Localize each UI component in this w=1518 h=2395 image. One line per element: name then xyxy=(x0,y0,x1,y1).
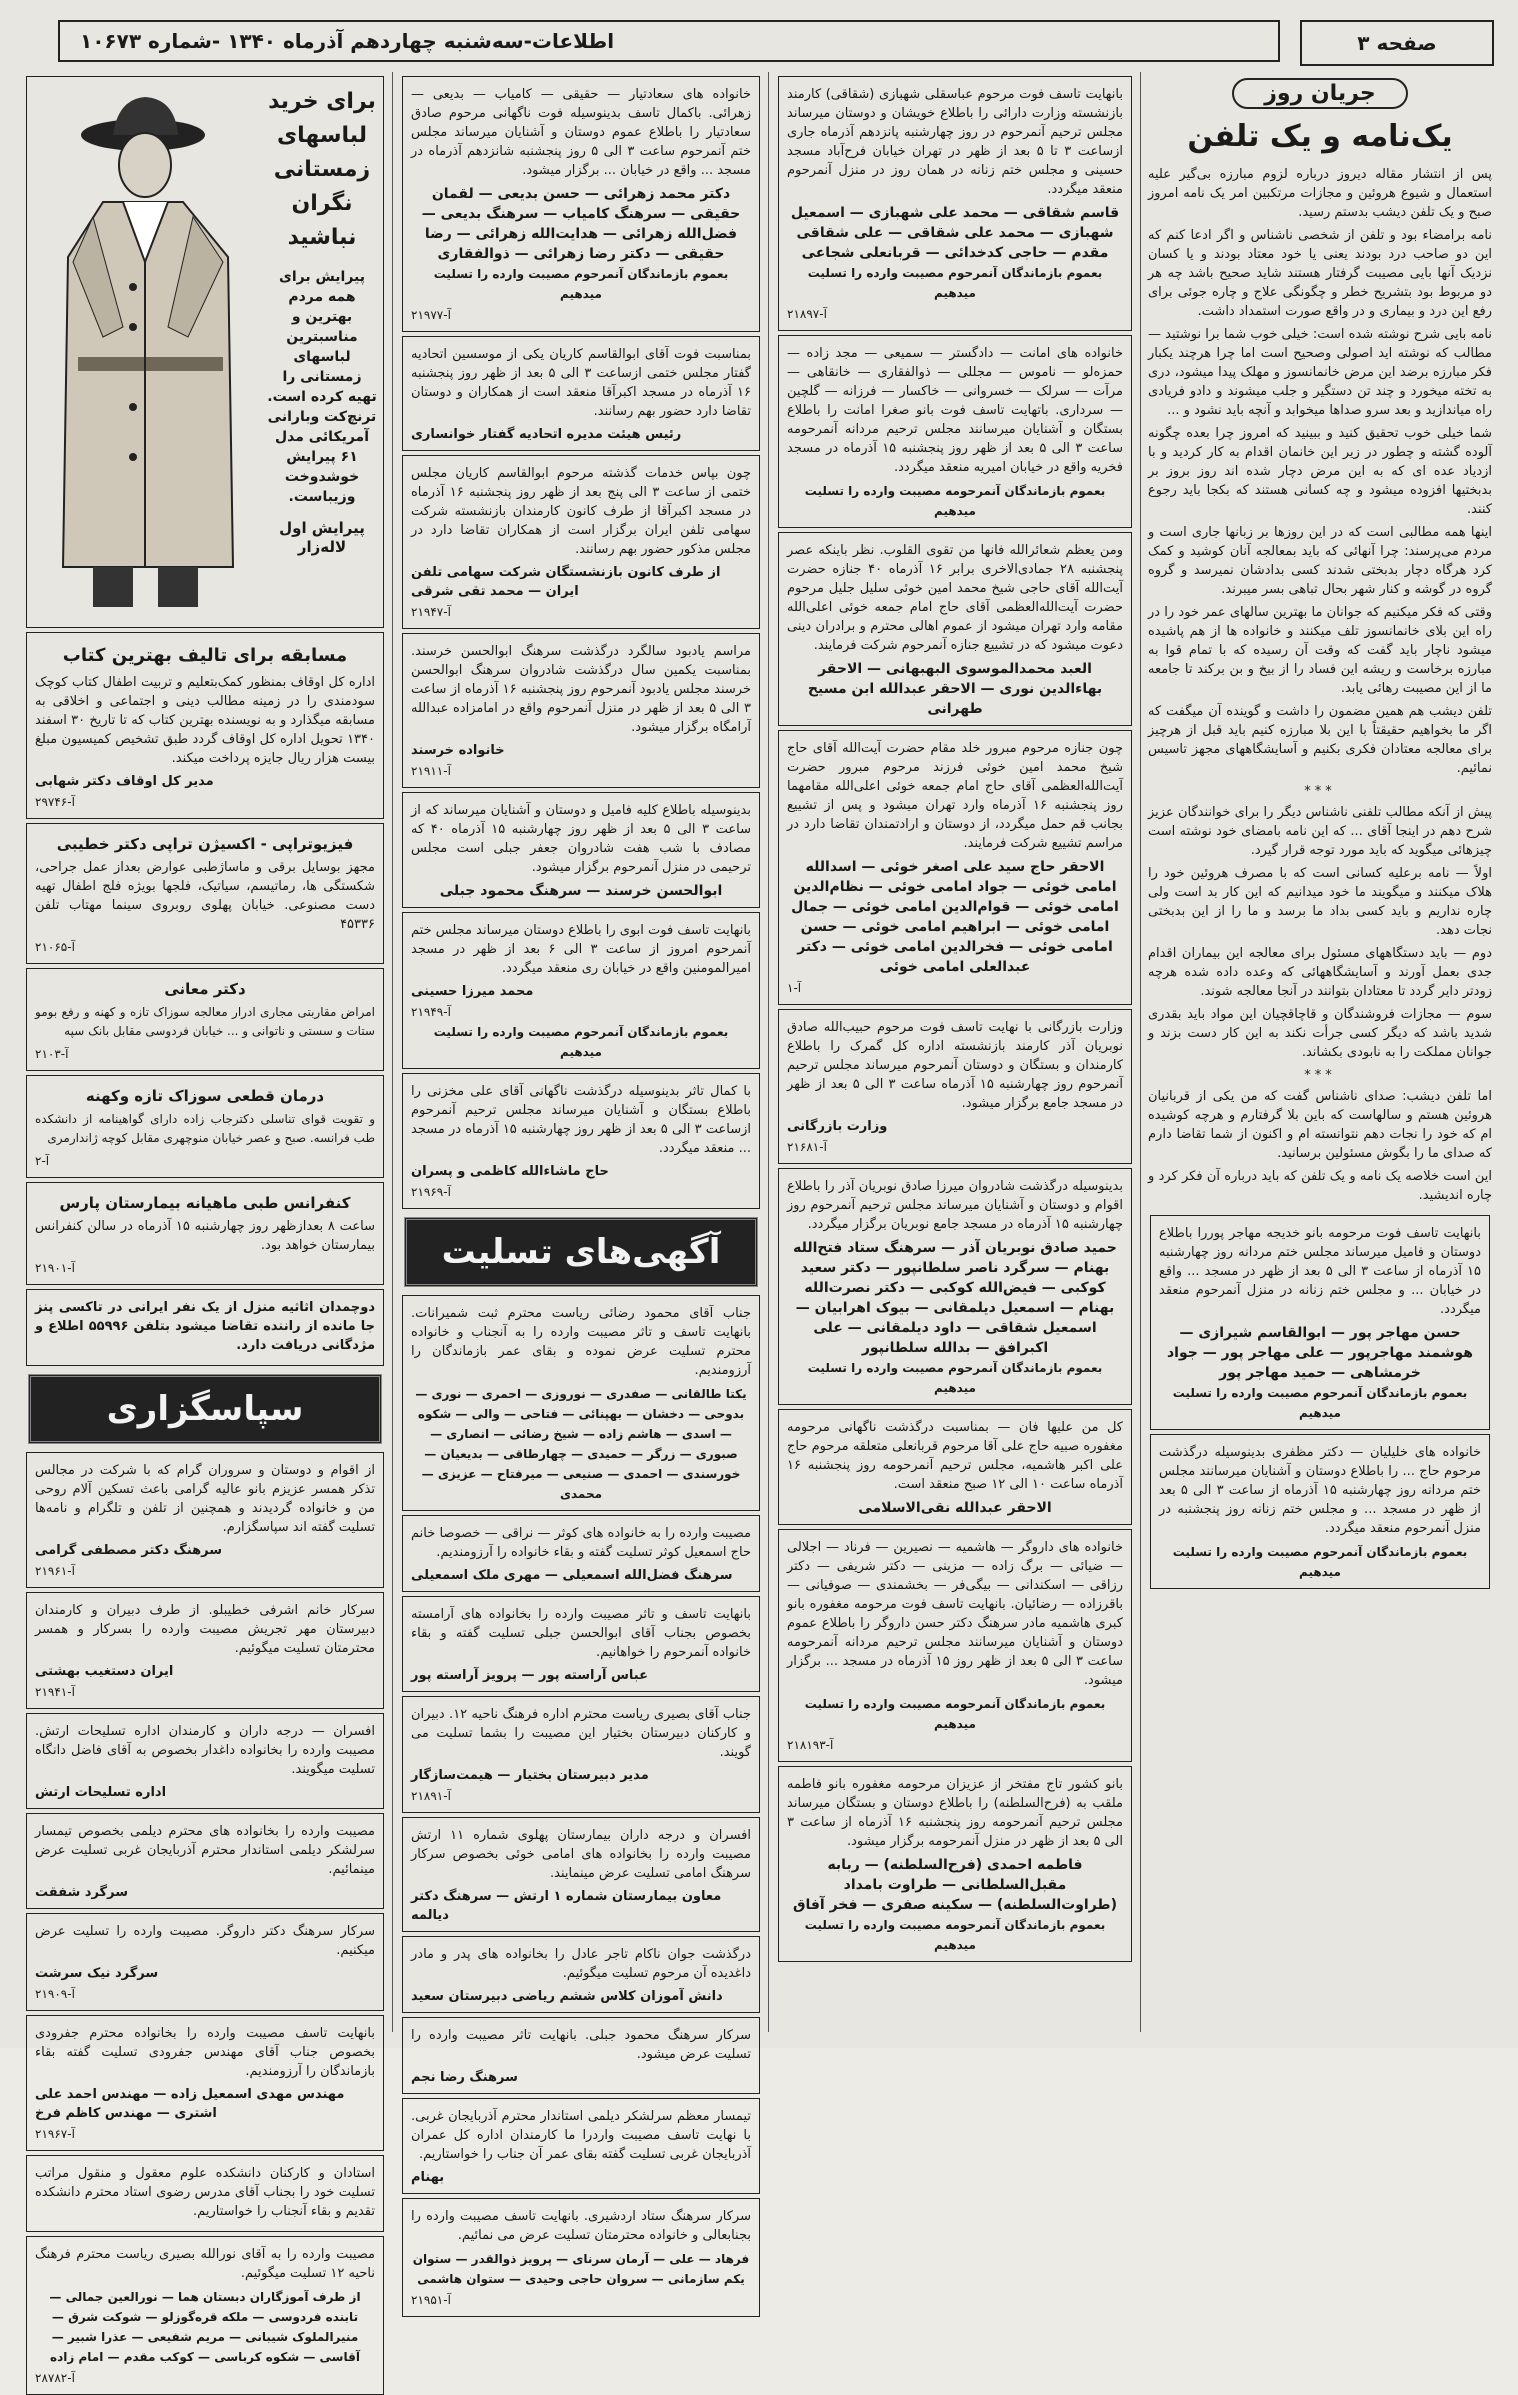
ad-headline-line: نباشید xyxy=(287,225,357,250)
notice-code: آ-۲۱۹۰۹ xyxy=(35,1987,75,2001)
obituary-notice xyxy=(778,1529,1132,1762)
notice-text: ومن یعظم شعائرالله فانها من تقوی القلوب. نظر باینکه عصر پنجشنبه ۲۸ جمادی‌الاخری برابر ۱۶ آذرماه ۴۰ جنازه حضرت آیت‌الله آقای حاجی شیخ محمد امین خوئی سلیل جلیل مرحوم حضرت آیت‌الله‌العظمی آقای حاج امام جمعه خوئی اعلی‌الله مقامه وارد تهران میشود از عموم اهالی محترم و برادران دینی دعوت میشود که در تشییع جنازه آنمرحوم شرکت فرمایند. xyxy=(787,543,1124,653)
condolence-notice xyxy=(402,1936,760,2013)
notice-text: تیمسار معظم سرلشکر دیلمی استاندار محترم آذربایجان غربی. با نهایت تاسف مصیبت واردرا ما کارمندان اداره کل عمران آذربایجان غربی تسلیت گفته بقای عمر آن جناب را خواستاریم. xyxy=(411,2109,751,2162)
doctor-code: آ-۲۱۰۳ xyxy=(35,1047,69,1061)
column-name-box xyxy=(1148,78,1492,109)
notice-code: آ-۲۱۹۴۹ xyxy=(411,1005,451,1019)
notice-signature: از طرف کانون بازنشستگان شرکت سهامی تلفن ایران — محمد تقی شرقی xyxy=(411,565,721,599)
obituary-notice xyxy=(1150,1215,1490,1430)
column-name: جریان روز xyxy=(1232,78,1408,109)
treatment-code: آ-۲ xyxy=(35,1154,50,1168)
notice-text: بمناسبت فوت آقای ابوالقاسم کاریان یکی از موسسین اتحادیه گفتار مجلس ختمی ازساعت ۳ الی ۵ بعد از ظهر روز پنجشنبه ۱۶ آذرماه در مسجد اکبرآقا منعقد است از همکاران و دوستان تقاضا دارد حضور بهم رسانند. xyxy=(411,347,751,419)
editorial-paragraph: نامه برامضاء بود و تلفن از شخصی ناشناس و اگر ادعا کنم که این دو صاحب درد بودند یعنی یا خود معتاد بودند و یا کسان نزدیک آنها بایی مصیبت گرفتار هستند شاید صحیح باشد چه هر دو مربوط بود بتشریح خطر و چگونگی علاج و چاره جوئی برای رفع این درد و بیماری و در واقع صورت استمداد داشت. xyxy=(1148,228,1492,319)
notice-signature: مهندس مهدی اسمعیل زاده — مهندس احمد علی اشتری — مهندس کاظم فرخ xyxy=(35,2087,345,2121)
column-ads xyxy=(24,72,386,2385)
obituary-notice xyxy=(778,1009,1132,1164)
notice-names: حسن مهاجر پور — ابوالقاسم شیرازی — هوشمند مهاجرپور — علی مهاجر پور — جواد خرمشاهی — حمید مهاجر پور xyxy=(1167,1325,1473,1381)
thanks-banner: سپاسگزاری xyxy=(28,1374,382,1444)
doctor-ad xyxy=(26,968,384,1071)
lost-item-text: دوچمدان اثاثیه منزل از یک نفر ایرانی در تاکسی پنز جا مانده از راننده تقاضا میشود بتلفن ۵۵۹۹۶ اطلاع و مژدگانی دریافت دارد. xyxy=(35,1300,375,1353)
editorial-paragraph: پیش از آنکه مطالب تلفنی ناشناس دیگر را برای خوانندگان عزیز شرح دهم در اینجا آقای ... که این نامه بامضای خود نوشته است چیزهائی میگوید که باید مورد توجه قرار گیرد. xyxy=(1148,805,1492,858)
column-rule xyxy=(1140,72,1141,2032)
notice-text: خانواده های داروگر — هاشمیه — نصیرین — فرناد — اجلالی — ضیائی — برگ زاده — مزینی — دکتر شریفی — دکتر رزاقی — اسکندانی — بیگی‌فر — بخشمندی — صوفیانی — باقرزاده — رضائیان. بانهایت تاسف فوت مرحومه مغفوره بانو کبری هاشمیه مادر سرهنگ دکتر حسن داروگر را باطلاع عموم دوستان و آشنایان میرسانند مجلس ترحیم مردانه آنمرحومه ساعت ۳ الی ۵ بعد از ظهر روز ۱۵ آذرماه در مسجد ... برگزار میشود. xyxy=(787,1540,1123,1688)
notice-signature: اداره تسلیحات ارتش xyxy=(35,1785,167,1800)
editorial-paragraph: این است خلاصه یک نامه و یک تلفن که باید درباره آن فکر کرد و چاره اندیشید. xyxy=(1148,1169,1492,1203)
condolence-notice xyxy=(26,2236,384,2395)
ad-headline-line: برای خرید xyxy=(268,89,376,114)
notice-closing: بعموم بازماندگان آنمرحوم مصیبت وارده را تسلیت میدهیم xyxy=(1172,1545,1468,1579)
condolence-notice xyxy=(402,2017,760,2094)
contest-signature: مدیر کل اوقاف دکتر شهابی xyxy=(35,774,214,789)
notice-code: آ-۲۱۸۱۹۳ xyxy=(787,1738,834,1752)
notice-text: وزارت بازرگانی با نهایت تاسف فوت مرحوم حبیب‌الله صادق نوبریان آذر کارمند بازنشسته اداره کل گمرک را باطلاع کارمندان و بستگان و دوستان آنمرحوم میرساند مجلس ترحیم آنمرحوم روز چهارشنبه ۱۵ آذرماه ساعت ۳ الی ۵ بعد از ظهر در مسجد جامع برگزار میشود. xyxy=(787,1020,1123,1111)
notice-text: مراسم یادبود سالگرد درگذشت سرهنگ ابوالحسن خرسند. بمناسبت یکمین سال درگذشت شادروان سرهنگ ابوالحسن خرسند مجلس یادبود آنمرحوم روز پنجشنبه ۱۶ آذرماه از ساعت ۳ الی ۵ بعد از ظهر در منزل آنمرحوم واقع در امامزاده عبدالله آرامگاه برگزار میشود. xyxy=(411,644,751,735)
editorial-paragraph: پس از انتشار مقاله دیروز درباره لزوم مبارزه بی‌گیر علیه استعمال و شیوع هروئین و مجازات مرتکبین امر یک نامه امروز صبح و یک تلفن دیشب بدستم رسید. xyxy=(1148,167,1492,220)
obituary-notice xyxy=(402,1073,760,1209)
notice-text: با کمال تاثر بدینوسیله درگذشت ناگهانی آقای علی مخزنی را باطلاع بستگان و آشنایان میرساند مجلس ترحیم آنمرحوم ازساعت ۳ الی ۵ بعد از ظهر روز چهارشنبه ۱۵ آذرماه در مسجد ... منعقد میگردد. xyxy=(411,1084,751,1156)
notice-text: مصیبت وارده را به آقای نورالله بصیری ریاست محترم فرهنگ ناحیه ۱۲ تسلیت میگوئیم. xyxy=(35,2247,375,2281)
physio-text: مجهز بوسایل برقی و ماساژطبی عوارض بعداز عمل جراحی، شکستگی ها، رماتیسم، سیاتیک، فلجها بویژه فلج اطفال تهیه دست مصنوعی. خیابان پهلوی روبروی سینما مهتاب تلفن ۴۵۳۳۶ xyxy=(35,860,375,932)
book-contest-notice xyxy=(26,632,384,819)
notice-text: چون بپاس خدمات گذشته مرحوم ابوالقاسم کاریان مجلس ختمی از ساعت ۳ الی پنج بعد از ظهر روز پنجشنبه ۱۶ آذرماه در مسجد اکبرآقا از طرف کانون کارمندان بازنشسته شرکت سهامی تلفن ایران برگزار است از همکاران تقاضا دارد در مجلس مذکور حضور بهم رسانند. xyxy=(411,466,751,557)
notice-text: بانهایت تاسف فوت مرحوم عباسقلی شهبازی (شقاقی) کارمند بازنشسته وزارت دارائی را باطلاع خویشان و دوستان میرساند مجلس ترحیم آنمرحوم در روز چهارشنبه پانزدهم آذرماه جاری ازساعت ۳ تا ۵ بعد از ظهر در تهران خیابان فرح‌آباد مسجد حسینی و مجلس ختم زنانه در همان روز در منزل آنمرحوم منعقد میگردد. xyxy=(787,87,1123,197)
condolence-notice xyxy=(402,1295,760,1511)
condolence-notice xyxy=(26,2155,384,2232)
obituary-notice xyxy=(778,1168,1132,1405)
notice-names: ابوالحسن خرسند — سرهنگ محمود جبلی xyxy=(439,883,723,899)
notice-text: سرکار خانم اشرفی خطیبلو. از طرف دبیران و کارمندان دبیرستان مهر تجریش مصیبت وارده را بسرکار و همسر محترمتان تسلیت میگوئیم. xyxy=(35,1603,375,1656)
condolence-notice xyxy=(26,1913,384,2011)
obituary-notice xyxy=(402,336,760,451)
notice-signature: بهنام xyxy=(411,2170,445,2185)
notice-names: یکتا طالقانی — صفدری — نوروزی — احمری — نوری — بدوحی — دخشان — بهپنائی — فتاحی — والی — شکوه — اسدی — هاشم زاده — شیخ رضائی — انصاری — صبوری — زرگر — حمیدی — چهارطاقی — بدیعیان — خورسندی — احمدی — صنیعی — میرفتاح — عزیزی — محمدی xyxy=(415,1387,747,1501)
physio-title: فیزیوتراپی - اکسیژن تراپی دکتر خطیبی xyxy=(56,835,354,853)
editorial-paragraph: شما خیلی خوب تحقیق کنید و ببینید که امروز چرا بعده چگونه آلوده گشته و چطور در زیر این خانمان اقدام به کار کردید و با ازدیاد عده ای که به این مرض دچار شده اند روز بروز بر بدبختیها افزوده میشود و چه کسانی هستند که بکجا باید رجوع کنند. xyxy=(1148,426,1492,517)
condolence-notice xyxy=(402,1596,760,1692)
notice-signature: عباس آراسته پور — پرویز آراسته پور xyxy=(411,1668,648,1683)
ad-headline-line: نگران xyxy=(291,191,353,216)
notice-text: جناب آقای محمود رضائی ریاست محترم ثبت شمیرانات. بانهایت تاسف و تاثر مصیبت وارده را به آنجناب و خانواده محترم تسلیت عرض نموده و بقای عمر بازماندگان را آرزومندیم. xyxy=(411,1306,751,1378)
notice-closing: بعموم بازماندگان آنمرحوم مصیبت وارده را تسلیت میدهیم xyxy=(1172,1386,1468,1420)
notice-closing: بعموم بازماندگان آنمرحومه مصیبت وارده را تسلیت میدهیم xyxy=(804,1697,1106,1731)
notice-code: آ-۲۱۹۷۷ xyxy=(411,308,451,322)
editorial-paragraph: نامه بایی شرح نوشته شده است: خیلی خوب شما برا نوشتید — مطالب که نوشته اید اصولی وصحیح است اما چرا هرچند یکبار فکر مبارزه برضد این مرض خانمانسوز و مهلک پیدا میشود، دری به تخته میخورد و چند تن دستگیر و جلب میشوند و دادو فریادی راه میاندازید و بعد سرو صداها میخوابد و آنچه باید نشود و ... xyxy=(1148,327,1492,418)
notice-names: الاحقر حاج سید علی اصغر خوئی — اسدالله امامی خوئی — جواد امامی خوئی — نظام‌الدین امامی خوئی — قوام‌الدین امامی خوئی — جمال امامی خوئی — ابراهیم امامی خوئی — حسن امامی خوئی — فخرالدین امامی خوئی — دکتر عبدالعلی امامی خوئی xyxy=(791,859,1119,975)
thanks-notice xyxy=(26,1452,384,1588)
condolence-notice xyxy=(26,1813,384,1909)
obituary-notice xyxy=(402,455,760,629)
notice-signature: رئیس هیئت مدیره اتحادیه گفتار خوانساری xyxy=(411,427,682,442)
column-obituaries-1 xyxy=(776,72,1134,2037)
contest-code: آ-۲۹۷۴۶ xyxy=(35,795,75,809)
notice-text: بدینوسیله درگذشت شادروان میرزا صادق نوبریان آذر را باطلاع اقوام و دوستان و آشنایان میرساند مجلس ترحیم آنمرحوم روز چهارشنبه ۱۵ آذرماه در مسجد جامع نوبریان برگزار میگردد. xyxy=(787,1179,1123,1232)
editorial-paragraph: دوم — باید دستگاههای مسئول برای معالجه این بیماران اقدام جدی بعمل آورند و آسایشگاههائی که وعده داده شده هرچه زودتر دایر گردد تا معتادان بتوانند در آنجا معالجه شوند. xyxy=(1148,946,1492,999)
ad-body: پیرایش برای همه مردم بهترین و مناسبترین لباسهای زمستانی را تهیه کرده است. ترنچ‌کت وبارانی آمریکائی مدل ۶۱ پیرایش خوشدوخت وزیباست. xyxy=(267,269,377,505)
ad-headline xyxy=(267,85,377,557)
physiotherapy-ad xyxy=(26,823,384,964)
clothing-ad xyxy=(26,76,384,628)
notice-closing: بعموم بازماندگان آنمرحومه مصیبت وارده را تسلیت میدهیم xyxy=(804,484,1106,518)
notice-code: آ-۲۱۹۴۷ xyxy=(411,605,451,619)
editorial-paragraph: اما تلفن دیشب: صدای ناشناس گفت که من یکی از قربانیان هروئین هستم و سالهاست که باین بلا گرفتارم و هرچه کوشیده ام که خود را نجات دهم نتوانسته ام و اکنون از شما تقاضا دارم که صدای ما را بگوش مسئولین برسانید. xyxy=(1148,1089,1492,1161)
treatment-ad xyxy=(26,1075,384,1178)
notice-code: آ-۲۱۹۱۱ xyxy=(411,764,451,778)
notice-text: جناب آقای بصیری ریاست محترم اداره فرهنگ ناحیه ۱۲. دبیران و کارکنان دبیرستان بختیار این مصیبت را بشما تسلیت می گویند. xyxy=(411,1707,751,1760)
notice-signature: خانواده خرسند xyxy=(411,743,505,758)
page-number-box xyxy=(1300,20,1494,66)
notice-names: قاسم شقاقی — محمد علی شهبازی — اسمعیل شهبازی — محمد علی شقاقی — علی شقاقی مقدم — حاجی کدخدائی — قربانعلی شجاعی xyxy=(790,205,1120,261)
notice-names: العبد محمدالموسوی البهبهانی — الاحقر بهاءالدین نوری — الاحقر عبدالله ابن مسیح طهرانی xyxy=(807,661,1103,717)
notice-signature: ایران دستغیب بهشتی xyxy=(35,1664,174,1679)
notice-signature: حاج ماشاءالله کاظمی و پسران xyxy=(411,1164,609,1179)
contest-text: اداره کل اوقاف بمنظور کمک‌بتعلیم و تربیت اطفال کتاب کوچک سودمندی را در زمینه مطالب دینی و اجتماعی و اخلاقی به مسابقه میگذارد و به نویسنده بهترین کتاب که تا تاریخ ۳۰ اسفند ۱۳۴۰ تحویل اداره کل اوقاف گردد طبق تشخیص کمیسیون مبلغ بیست هزار ریال جایزه پرداخت میکند. xyxy=(35,675,375,766)
condolence-notice xyxy=(402,2198,760,2317)
obituary-notice xyxy=(778,1766,1132,1962)
notice-text: خانواده های سعادتیار — حقیقی — کامیاب — بدیعی — زهرائی. باکمال تاسف بدینوسیله فوت ناگهانی مرحوم صادق سعادتیار را باطلاع عموم دوستان و آشنایان میرساند مجلس ختم آنمرحوم ساعت ۳ الی ۵ روز پنجشنبه شانزدهم آذرماه در مسجد ... واقع در خیابان ... برگزار میشود. xyxy=(411,87,751,178)
treatment-text: و تقویت قوای تناسلی دکترجاب زاده دارای گواهینامه از دانشکده طب فرانسه. صبح و عصر خیابان منوچهری مقابل کوچه ژاندارمری xyxy=(35,1112,375,1145)
column-obituaries-2 xyxy=(400,72,762,2307)
notice-text: مصیبت وارده را به خانواده های کوثر — نراقی — خصوصا خانم حاج اسمعیل کوثر تسلیت گفته و بقاء خانواده را آرزومندیم. xyxy=(411,1526,751,1560)
notice-names: از طرف آموزگاران دبستان هما — نورالعین جمالی — تابنده فردوسی — ملکه قره‌گوزلو — شوکت شرق — منیرالملوک شیبانی — مریم شفیعی — عذرا شبیر — آقاسی — شکوه کرباسی — کوکب مقدم — امام زاده xyxy=(49,2290,361,2364)
notice-signature: سرگرد نیک سرشت xyxy=(35,1966,159,1981)
editorial-paragraph: وقتی که فکر میکنیم که جوانان ما بهترین سالهای عمر خود را در راه این بلای خانمانسوز تلف میکنند و خانواده ها از هم پاشیده میشود ناچار باید گفت که وقت آن رسیده که با تمام قوا به مبارزه برخاست و ریشه این فساد را از بیخ و بن برکند تا جامعه ما از این مصیبت رهائی یابد. xyxy=(1148,605,1492,696)
man-in-trenchcoat-illustration xyxy=(33,87,263,617)
notice-closing: بعموم بازماندگان آنمرحوم مصیبت وارده را تسلیت میدهیم xyxy=(433,1025,729,1059)
notice-text: افسران و درجه داران بیمارستان پهلوی شماره ۱۱ ارتش مصیبت وارده را بخانواده های امامی خوئی بخصوص سرکار سرهنگ امامی تسلیت عرض مینمایند. xyxy=(411,1828,751,1881)
notice-text: کل من علیها فان — بمناسبت درگذشت ناگهانی مرحومه مغفوره صبیه حاج علی آقا مرحوم قربانعلی متعلقه مرحوم حاج علی اکبر هاشمیه، مجلس ترحیم آنمرحومه روز پنجشنبه ۱۶ آذرماه ساعت ۱۰ الی ۱۲ صبح منعقد است. xyxy=(787,1420,1123,1492)
notice-names: فاطمه احمدی (فرح‌السلطنه) — ربابه مقبل‌السلطانی — طراوت بامداد (طراوت‌السلطنه) — سکینه صفری — فخر آفاق xyxy=(792,1857,1118,1913)
notice-text: از اقوام و دوستان و سروران گرام که با شرکت در مجالس تذکر همسر عزیزم بانو عالیه گرامی باعث تسکین آلام روحی من و خانواده گردیدند و همچنین از تلفن و تلگرام و نامه‌ها تسلیت گفته اند سپاسگزارم. xyxy=(35,1463,375,1535)
notice-code: آ-۲۱۸۹۷ xyxy=(787,307,827,321)
conference-title: کنفرانس طبی ماهیانه بیمارستان پارس xyxy=(59,1194,351,1212)
notice-names: دکتر محمد زهرائی — حسن بدیعی — لقمان حقیقی — سرهنگ کامیاب — سرهنگ بدیعی — فضل‌الله زهرائی — هدایت‌الله زهرائی — رضا حقیقی — دکتر رضا زهرائی — ذوالفقاری xyxy=(421,186,741,262)
notice-signature: دانش آموزان کلاس ششم ریاضی دبیرستان سعید xyxy=(411,1989,723,2004)
dateline-box xyxy=(58,20,1280,62)
notice-text: بانهایت تاسف فوت مرحومه بانو خدیجه مهاجر پوررا باطلاع دوستان و فامیل میرساند مجلس ختم مردانه روز چهارشنبه ۱۵ آذرماه از ساعت ۳ الی ۵ بعد از ظهر در مسجد ... واقع در خیابان ... و مجلس ختم زنانه در منزل آنمرحوم منعقد میگردد. xyxy=(1159,1226,1481,1317)
notice-signature: سرهنگ دکتر مصطفی گرامی xyxy=(35,1543,223,1558)
notice-text: استادان و کارکنان دانشکده علوم معقول و منقول مراتب تسلیت خود را بجناب آقای مدرس رضوی استاد محترم دانشکده تقدیم و بقاء آنجناب را خواستاریم. xyxy=(35,2166,375,2219)
section-separator: *** xyxy=(1304,784,1336,799)
page-number: صفحه ۳ xyxy=(1357,31,1437,55)
column-rule xyxy=(768,72,769,2032)
section-separator: *** xyxy=(1304,1068,1336,1083)
condolence-notice xyxy=(402,1696,760,1813)
notice-text: سرکار سرهنگ محمود جبلی. بانهایت تاثر مصیبت وارده را تسلیت عرض میشود. xyxy=(411,2028,751,2062)
notice-code: آ-۲۱۹۵۱ xyxy=(411,2293,451,2307)
editorial-paragraph: اولاً — نامه برعلیه کسانی است که با مصرف هروئین خود را هلاک میکنند و میگویند ما خود میدانیم که این کار بد است ولی چاره نداریم و باید کسی بداد ما برسد و ما را از این بدبختی نجات دهد. xyxy=(1148,866,1492,938)
notice-text: درگذشت جوان ناکام تاجر عادل را بخانواده های پدر و مادر داغدیده آن مرحوم تسلیت میگوئیم. xyxy=(411,1947,751,1981)
conference-code: آ-۲۱۹۰۱ xyxy=(35,1261,75,1275)
notice-names: حمید صادق نوبریان آذر — سرهنگ ستاد فتح‌الله بهنام — سرگرد ناصر سلطانپور — دکتر سعید کوکبی — فیض‌الله کوکبی — دکتر نصرت‌الله بهنام — اسمعیل دیلمقانی — بیوک اهرابیان — اسمعیل شقاقی — داود دیلمقانی — علی اکبرافق — بدالله سلطانپور xyxy=(793,1240,1117,1356)
doctor-text: امراض مقاربتی مجاری ادرار معالجه سوزاک تازه و کهنه و رفع بومو ستات و سستی و ناتوانی و ... خیابان فردوسی مقابل بانک سپه xyxy=(35,1005,375,1038)
notice-text: مصیبت وارده را بخانواده های محترم دیلمی بخصوص تیمسار سرلشکر دیلمی استاندار محترم آذربایجان غربی تسلیت عرض مینمائیم. xyxy=(35,1824,375,1877)
condolence-banner: آگهی‌های تسلیت xyxy=(404,1217,758,1287)
notice-text: بانو کشور تاج مفتخر از عزیزان مرحومه مغفوره بانو فاطمه ملقب به (فرح‌السلطنه) را باطلاع دوستان و بستگان میرساند مجلس ترحیم آنمرحومه روز پنجشنبه ۱۶ آذرماه از ساعت ۳ الی ۵ بعد از ظهر در منزل آنمرحومه برگزار میشود. xyxy=(787,1777,1124,1849)
notice-signature: معاون بیمارستان شماره ۱ ارتش — سرهنگ دکتر دیالمه xyxy=(411,1889,722,1923)
notice-names: فرهاد — علی — آرمان سرنای — پرویز ذوالقدر — ستوان یکم سازمانی — سروان حاجی وحیدی — ستوان هاشمی xyxy=(412,2252,750,2286)
editorial-headline: یک‌نامه و یک تلفن xyxy=(1187,119,1453,154)
notice-code: آ-۲۱۹۴۱ xyxy=(35,1685,75,1699)
notice-signature: محمد میرزا حسینی xyxy=(411,984,534,999)
notice-text: بانهایت تاسف فوت ابوی را باطلاع دوستان میرساند مجلس ختم آنمرحوم امروز از ساعت ۳ الی ۶ بعد از ظهر در مسجد امیرالمومنین واقع در خیابان ری منعقد میگردد. xyxy=(411,923,751,976)
notice-signature: سرهنگ رضا نجم xyxy=(411,2070,518,2085)
physio-code: آ-۲۱۰۶۵ xyxy=(35,940,75,954)
notice-signature: سرگرد شفقت xyxy=(35,1885,128,1900)
editorial-paragraph: اینها همه مطالبی است که در این روزها بر زبانها جاری است و مردم می‌پرسند: چرا آنهائی که باید بمعالجه آنان کوشید و کمک کرد هرگاه دچار بدبختی شدند کسی بدادشان نمیرسد و گروه گروه در گوشه و کنار شهر بحال تباهی بسر میبرند. xyxy=(1148,525,1492,597)
notice-text: چون جنازه مرحوم مبرور خلد مقام حضرت آیت‌الله آقای حاج شیخ محمد امین خوئی فرزند مرحوم مبرور حضرت آیت‌الله‌العظمی آقای حاج امام جمعه خوئی اعلی‌الله مقامهما روز پنجشنبه ۱۶ آذرماه وارد تهران میشود و پس از تشییع بجانب قم حمل میگردد، از دوستان و ارادتمندان تقاضا دارد در مراسم تشییع شرکت فرمایند. xyxy=(787,741,1123,851)
editorial-paragraph: تلفن دیشب هم همین مضمون را داشت و گوینده آن میگفت که اگر ما بخواهیم حقیقتاً با این بلا مبارزه کنیم باید قبل از هرچیز برای معالجه معتادان فکری بکنیم و آسایشگاههای مجهز تاسیس نمائیم. xyxy=(1148,704,1492,776)
notice-closing: بعموم بازماندگان آنمرحوم مصیبت وارده را تسلیت میدهیم xyxy=(807,266,1103,300)
condolence-notice xyxy=(26,1592,384,1709)
obituary-notice xyxy=(402,912,760,1069)
obituary-notice xyxy=(402,792,760,908)
notice-text: بدینوسیله باطلاع کلیه فامیل و دوستان و آشنایان میرساند که از ساعت ۳ الی ۵ بعد از ظهر روز چهارشنبه ۱۵ آذرماه ۴۰ که مصادف با شب هفت شادروان جعفر جبلی است مجلس ترحیمی در منزل آنمرحوم برگزار میشود. xyxy=(411,803,751,875)
column-rule xyxy=(392,72,393,2032)
notice-closing: بعموم بازماندگان آنمرحوم مصیبت وارده را تسلیت میدهیم xyxy=(807,1361,1103,1395)
ad-headline-line: زمستانی xyxy=(273,157,371,182)
obituary-notice xyxy=(778,730,1132,1005)
condolence-notice xyxy=(402,1817,760,1932)
condolence-notice xyxy=(402,1515,760,1592)
notice-code: آ-۱ xyxy=(787,981,802,995)
obituary-notice xyxy=(778,76,1132,331)
notice-code: آ-۲۸۷۸۲ xyxy=(35,2371,75,2385)
obituary-notice xyxy=(778,1409,1132,1525)
notice-text: سرکار سرهنگ ستاد اردشیری. بانهایت تاسف مصیبت وارده را بجنابعالی و خانواده محترمتان تسلیت عرض می نمائیم. xyxy=(411,2209,751,2243)
notice-text: خانواده های امانت — دادگستر — سمیعی — مجد زاده — حمزه‌لو — ناموس — مجللی — ذوالفقاری — خانقاهی — مرآت — سرلک — خسروانی — خاکسار — فرزانه — گلچین — سرداری. باتهایت تاسف فوت بانو صغرا امانت را باطلاع بستگان و آشنایان میرسانند مجلس ترحیم مردانه آنمرحومه ساعت ۳ الی ۵ بعد از ظهر روز پنجشنبه ۱۵ آذرماه در مسجد فخریه واقع در خیابان امیریه منعقد میگردد. xyxy=(787,346,1123,475)
notice-closing: بعموم بازماندگان آنمرحومه مصیبت وارده را تسلیت میدهیم xyxy=(804,1918,1106,1952)
lost-item-notice xyxy=(26,1289,384,1366)
ad-signature: پیرایش اول لاله‌زار xyxy=(279,519,365,556)
obituary-notice xyxy=(402,76,760,332)
notice-text: سرکار سرهنگ دکتر داروگر. مصیبت وارده را تسلیت عرض میکنیم. xyxy=(35,1924,375,1958)
conference-text: ساعت ۸ بعدازظهر روز چهارشنبه ۱۵ آذرماه در سالن کنفرانس بیمارستان خواهد بود. xyxy=(35,1219,375,1253)
obituary-notice xyxy=(778,335,1132,528)
treatment-title: درمان قطعی سوزاک تازه وکهنه xyxy=(85,1087,325,1105)
notice-text: افسران — درجه داران و کارمندان اداره تسلیحات ارتش. مصیبت وارده را بخانواده داغدار بخصوص به آقای فاضل دانگاه تسلیت میگویند. xyxy=(35,1724,375,1777)
notice-names: الاحقر عبدالله نقی‌الاسلامی xyxy=(858,1500,1052,1516)
obituary-notice xyxy=(778,532,1132,726)
obituary-notice xyxy=(1150,1434,1490,1589)
notice-code: آ-۲۱۹۶۱ xyxy=(35,1564,75,1578)
ad-headline-line: لباسهای xyxy=(276,123,368,148)
notice-text: بانهایت تاسف و تاثر مصیبت وارده را بخانواده های آرامسته بخصوص بجناب آقای ابوالحسن جبلی تسلیت گفته و بقاء خانواده آنمرحوم را خواهانیم. xyxy=(411,1607,751,1660)
notice-signature: سرهنگ فضل‌الله اسمعیلی — مهری ملک اسمعیلی xyxy=(411,1568,733,1583)
condolence-notice xyxy=(26,2015,384,2151)
notice-code: آ-۲۱۹۶۷ xyxy=(35,2127,75,2141)
notice-signature: مدیر دبیرستان بختیار — هیمت‌سازگار xyxy=(411,1768,649,1783)
dateline: اطلاعات-سه‌شنبه چهاردهم آذرماه ۱۳۴۰ -شماره ۱۰۶۷۳ xyxy=(80,29,615,53)
notice-code: آ-۲۱۹۶۹ xyxy=(411,1185,451,1199)
obituary-notice xyxy=(402,633,760,788)
notice-text: بانهایت تاسف مصیبت وارده را بخانواده محترم جفرودی بخصوص جناب آقای مهندس جفرودی تسلیت گفته بقاء بازماندگان را آرزومندیم. xyxy=(35,2026,375,2079)
notice-closing: بعموم بازماندگان آنمرحوم مصیبت وارده را تسلیت میدهیم xyxy=(433,267,729,301)
condolence-notice xyxy=(402,2098,760,2194)
notice-code: آ-۲۱۶۸۱ xyxy=(787,1140,827,1154)
notice-code: آ-۲۱۸۹۱ xyxy=(411,1789,451,1803)
notice-signature: وزارت بازرگانی xyxy=(787,1119,888,1134)
condolence-notice xyxy=(26,1713,384,1809)
doctor-title: دکتر معانی xyxy=(164,980,246,998)
notice-text: خانواده های خلیلیان — دکتر مظفری بدینوسیله درگذشت مرحوم حاج ... را باطلاع دوستان و آشنایان میرسانند مجلس ختم مردانه روز چهارشنبه ۱۵ آذرماه از ساعت ۳ الی ۵ بعد از ظهر در مسجد ... و مجلس ختم زنانه روز پنجشنبه در منزل آنمرحوم منعقد میگردد. xyxy=(1159,1445,1481,1536)
contest-title: مسابقه برای تالیف بهترین کتاب xyxy=(62,645,348,666)
conference-notice xyxy=(26,1182,384,1285)
editorial-paragraph: سوم — مجازات فروشندگان و قاچاقچیان این مواد باید بقدری شدید باشد که دیگر کسی جرأت نکند به این کار دست بزند و جوانان مملکت را به نابودی بکشاند. xyxy=(1148,1007,1492,1060)
column-editorial xyxy=(1148,72,1492,2037)
